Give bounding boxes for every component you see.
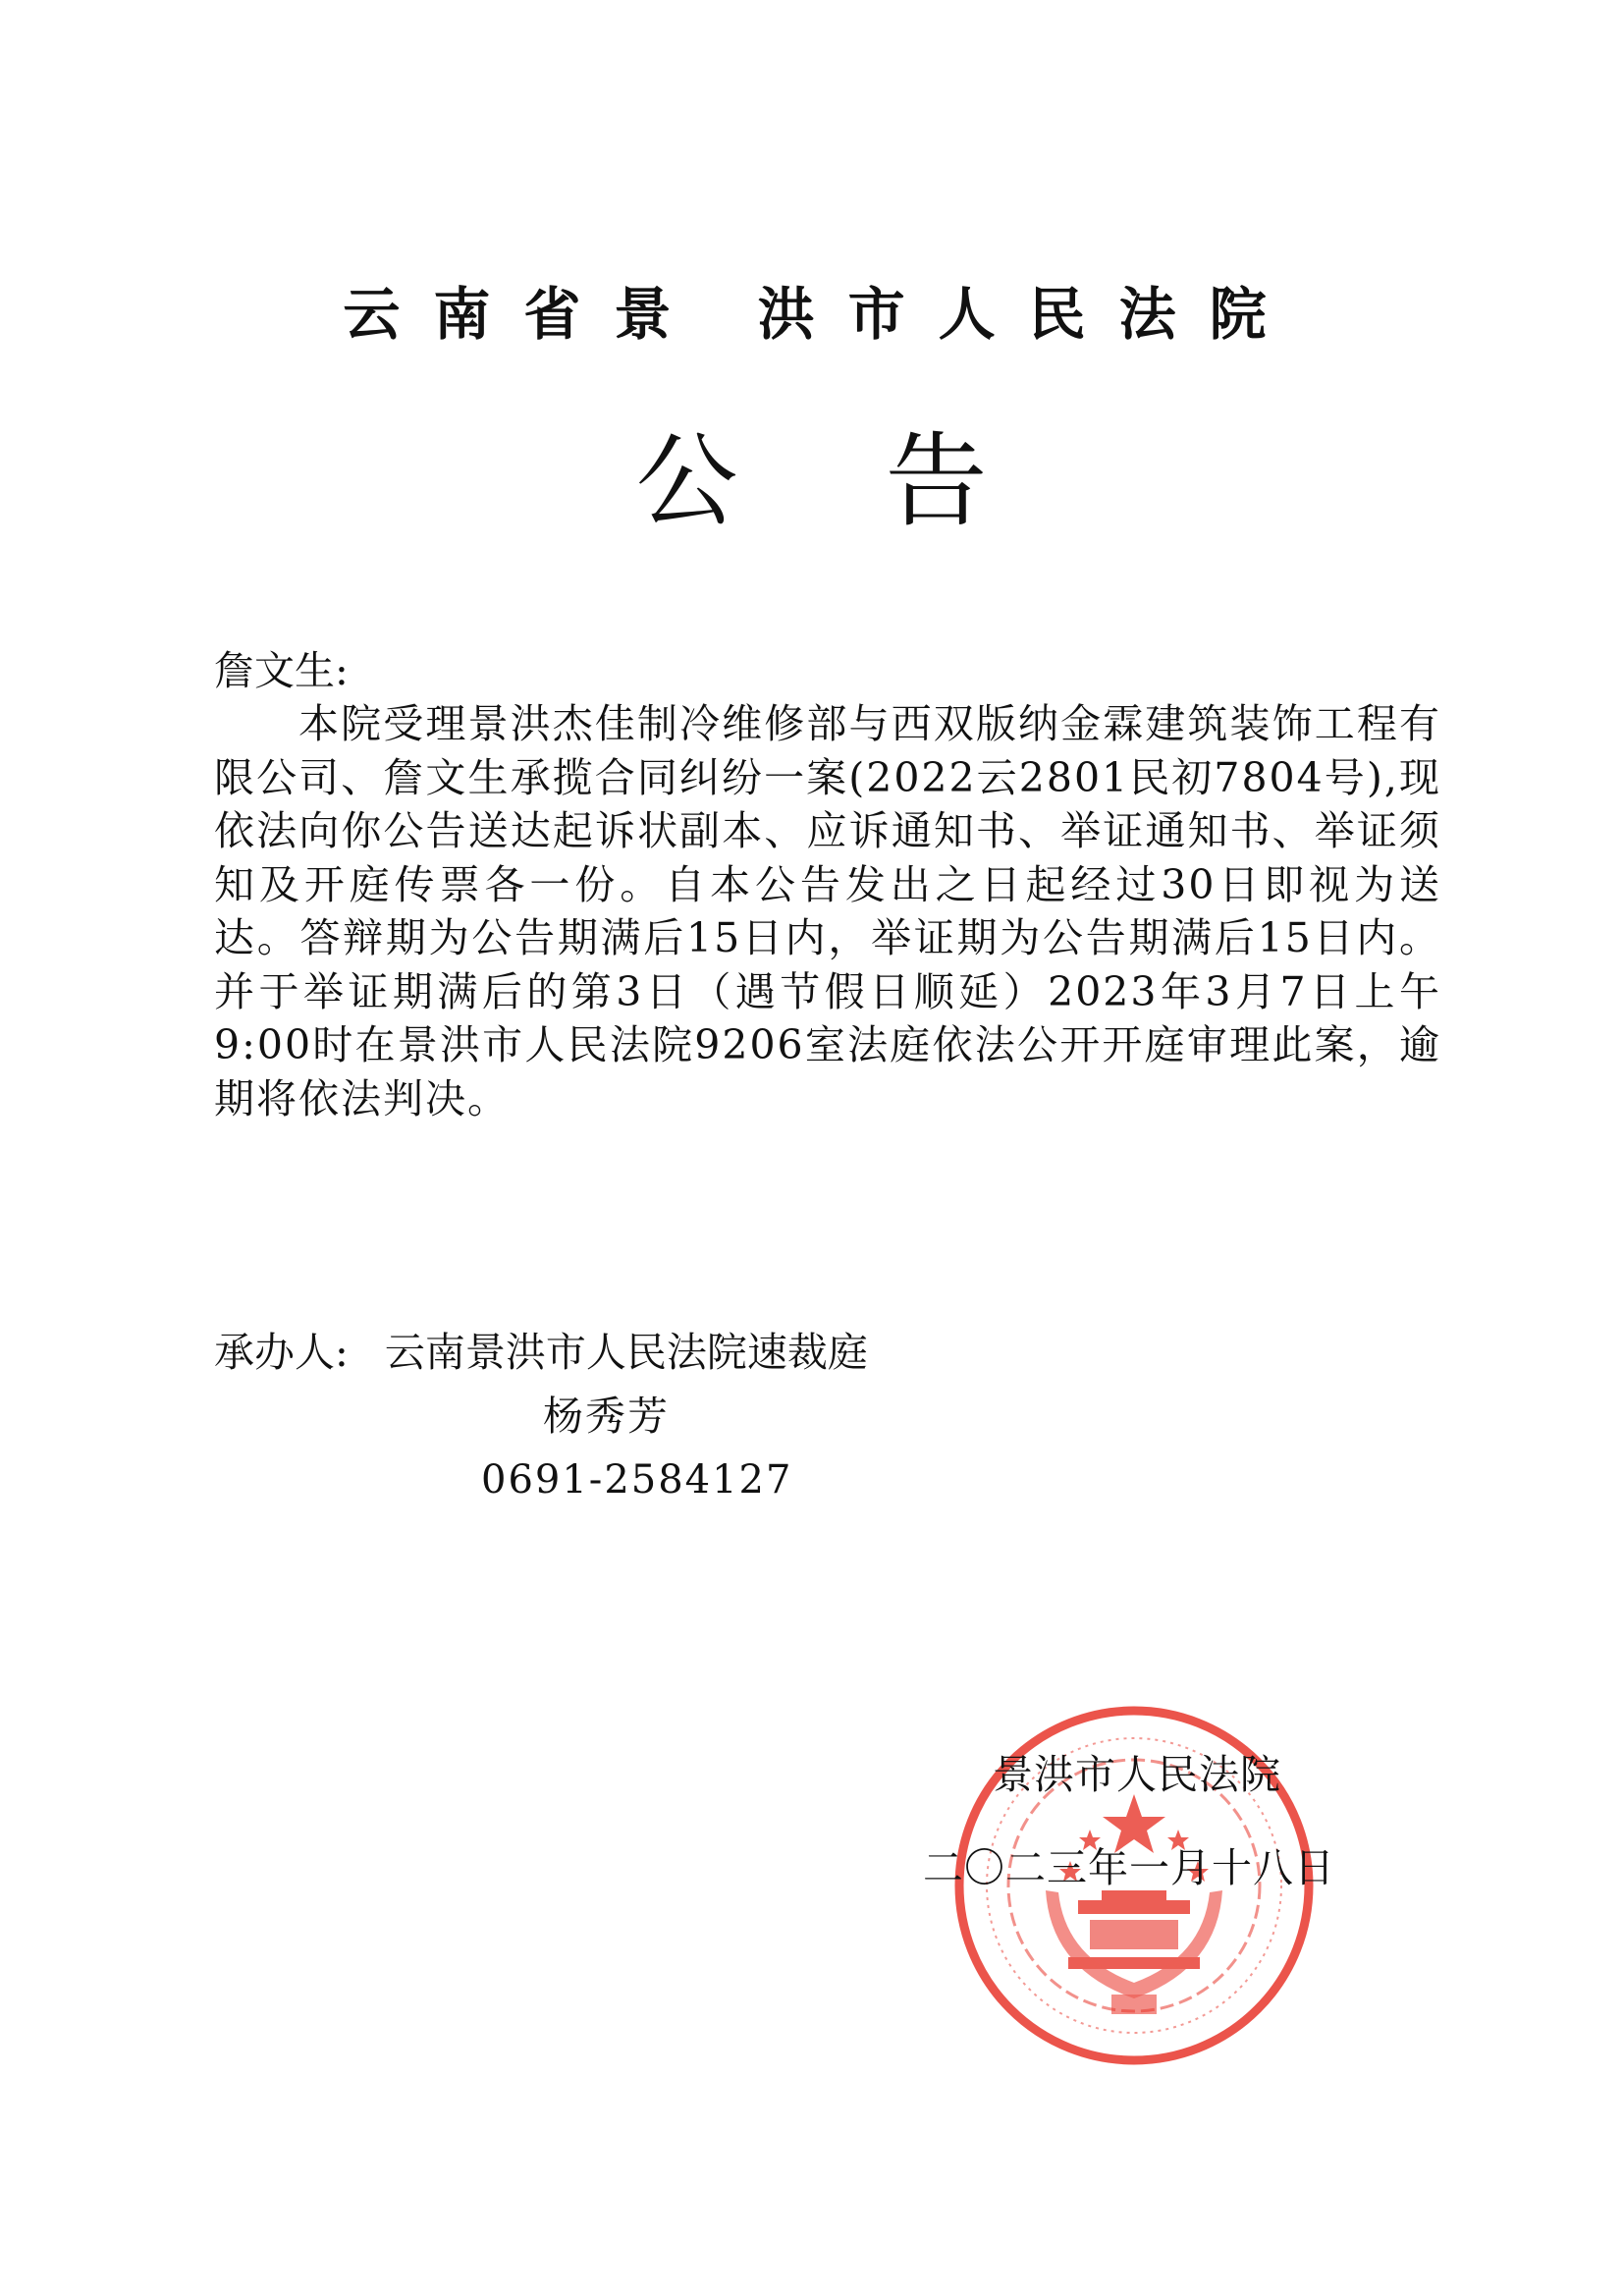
notice-body: 本院受理景洪杰佳制冷维修部与西双版纳金霖建筑装饰工程有限公司、詹文生承揽合同纠纷一案(2022云2801民初7804号),现依法向你公告送达起诉状副本、应诉通知书、举证通知书、举证须知及开庭传票各一份。自本公告发出之日起经过30日即视为送达。答辩期为公告期满后15日内，举证期为公告期满后15日内。并于举证期满后的第3日（遇节假日顺延）2023年3月7日上午9:00时在景洪市人民法院9206室法庭依法公开开庭审理此案，逾期将依法判决。 bbox=[214, 700, 1441, 1122]
handler-name: 杨秀芳 bbox=[543, 1393, 670, 1440]
handler-line bbox=[214, 1326, 868, 1379]
handler-phone: 0691-2584127 bbox=[481, 1457, 793, 1503]
signature-date: 二〇二三年一月十八日 bbox=[923, 1844, 1335, 1891]
addressee: 詹文生: bbox=[214, 647, 349, 694]
handler-department: 云南景洪市人民法院速裁庭 bbox=[384, 1329, 868, 1376]
handler-label: 承办人: bbox=[214, 1329, 349, 1376]
notice-title: 公告 bbox=[635, 421, 1135, 541]
court-name-heading: 云南省景 洪市人民法院 bbox=[343, 281, 1300, 348]
signature-court: 景洪市人民法院 bbox=[993, 1751, 1281, 1798]
